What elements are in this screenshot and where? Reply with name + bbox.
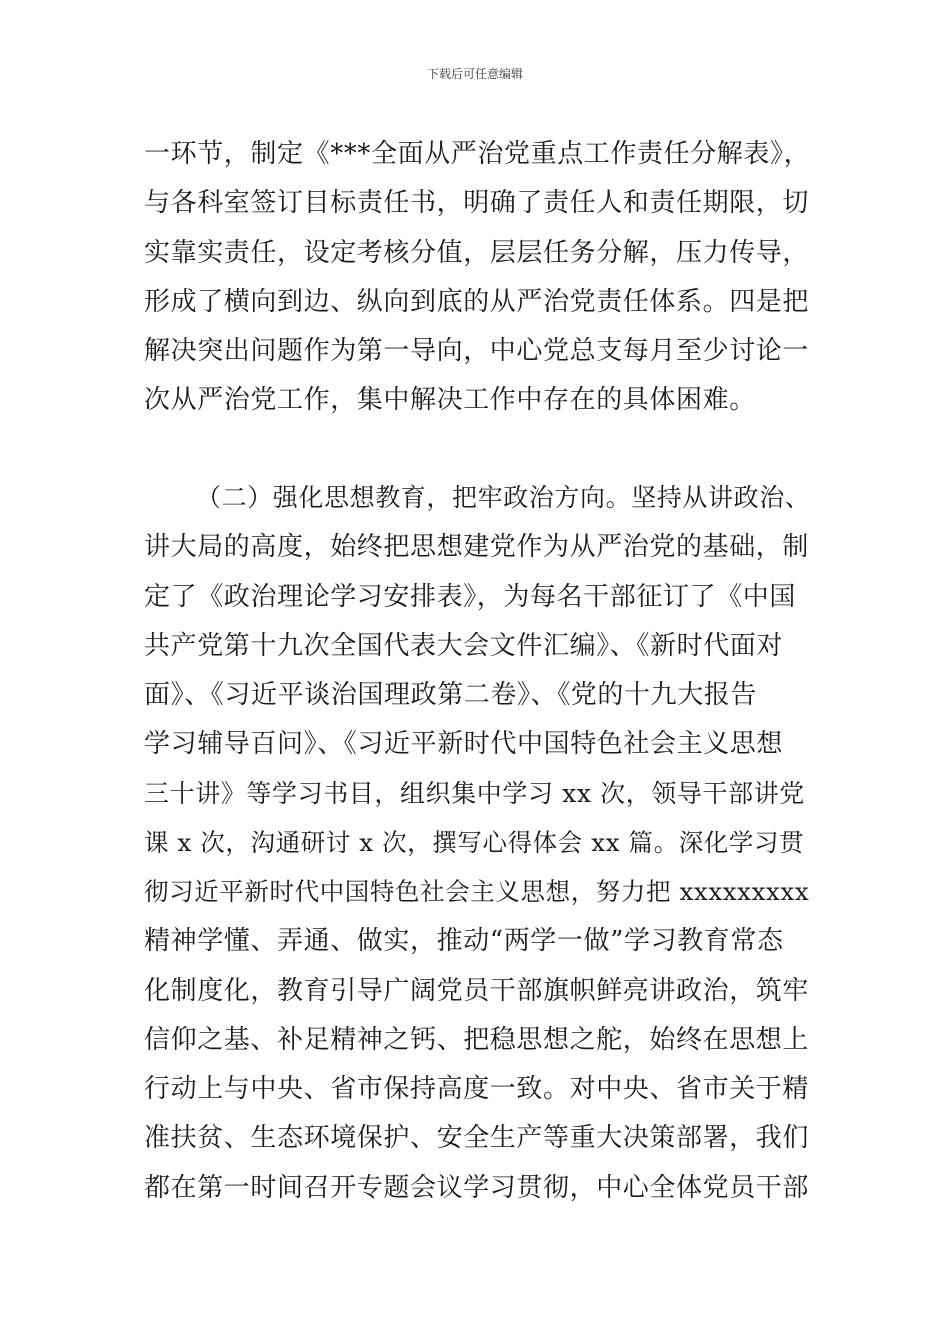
page-header: 下载后可任意编辑 [426,67,523,81]
text-line: 讲大局的高度，始终把思想建党作为从严治党的基础，制 [144,532,810,562]
text-line: 一环节，制定《***全面从严治党重点工作责任分解表》， [144,139,811,169]
text-line: 学习辅导百问》、《习近平新时代中国特色社会主义思想 [144,729,784,759]
text-line: 三十讲》等学习书目，组织集中学习 xx 次，领导干部讲党 [144,779,805,808]
text-line: 实靠实责任，设定考核分值，层层任务分解，压力传导， [144,238,810,268]
text-line: 精神学懂、弄通、做实，推动“两学一做”学习教育常态 [144,926,784,956]
text-line: 信仰之基、补足精神之钙、把稳思想之舵，始终在思想上 [144,1025,810,1055]
text-line: 准扶贫、生态环境保护、安全生产等重大决策部署，我们 [144,1123,810,1153]
text-line: （二）强化思想教育，把牢政治方向。坚持从讲政治、 [196,483,811,512]
text-line: 与各科室签订目标责任书，明确了责任人和责任期限，切 [144,188,810,218]
text-line: 行动上与中央、省市保持高度一致。对中央、省市关于精 [144,1074,810,1104]
text-line: 课 x 次，沟通研讨 x 次，撰写心得体会 xx 篇。深化学习贯 [144,828,805,857]
text-line: 定了《政治理论学习安排表》，为每名干部征订了《中国 [144,582,797,612]
text-line: 面》、《习近平谈治国理政第二卷》、《党的十九大报告 [144,680,758,710]
text-line: 共产党第十九次全国代表大会文件汇编》、《新时代面对 [144,631,784,661]
text-line: 都在第一时间召开专题会议学习贯彻，中心全体党员干部 [144,1173,810,1203]
text-line: 解决突出问题作为第一导向，中心党总支每月至少讨论一 [144,336,810,366]
text-line: 形成了横向到边、纵向到底的从严治党责任体系。四是把 [144,287,810,317]
text-line: 彻习近平新时代中国特色社会主义思想，努力把 xxxxxxxxx [144,877,810,906]
text-line: 次从严治党工作，集中解决工作中存在的具体困难。 [144,385,756,415]
text-line: 化制度化，教育引导广阔党员干部旗帜鲜亮讲政治，筑牢 [144,976,810,1006]
